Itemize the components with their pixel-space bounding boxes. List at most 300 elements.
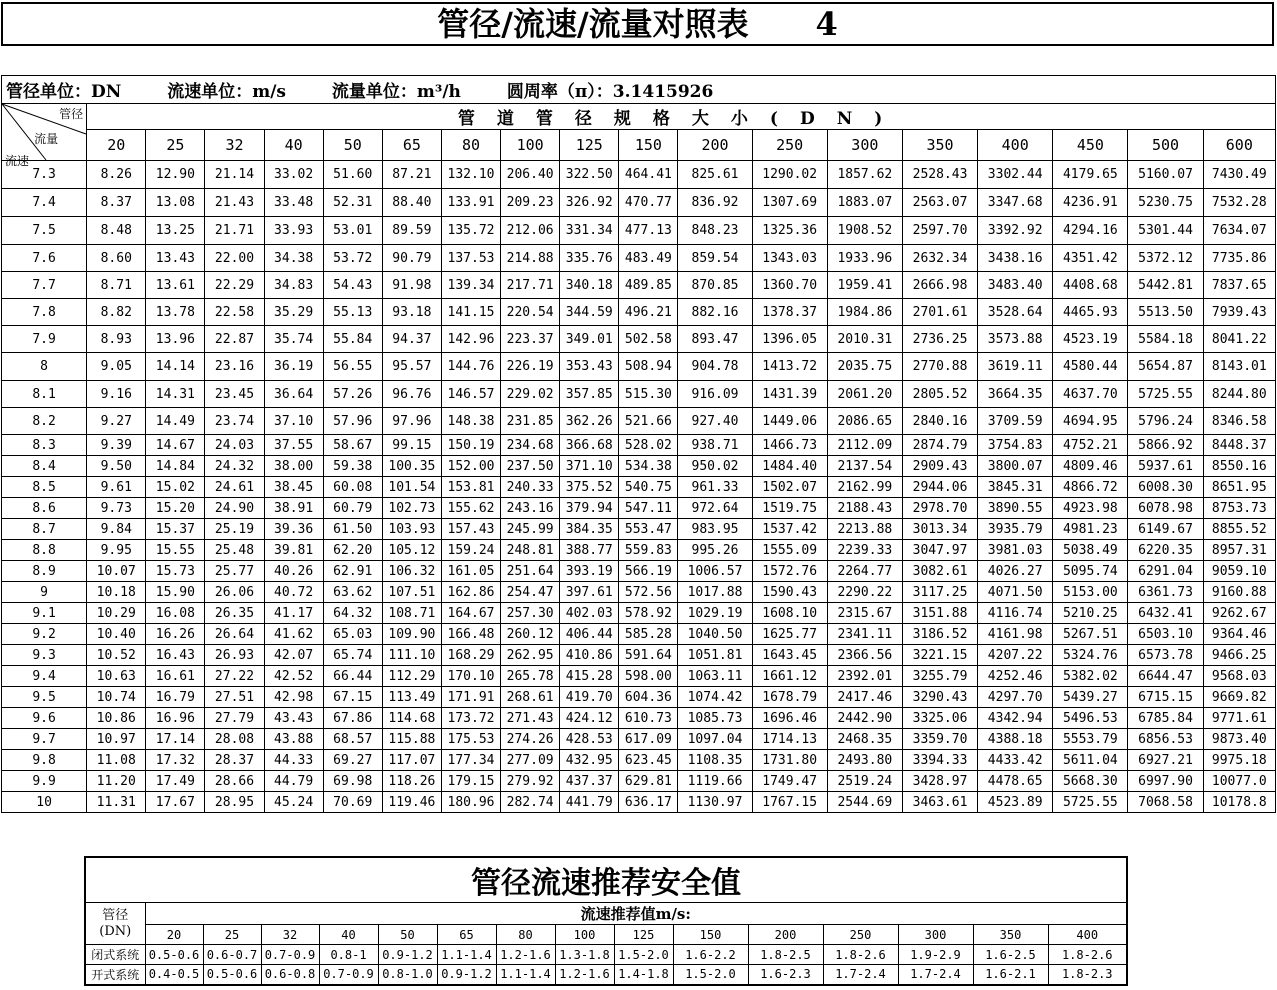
flow-cell: 3619.11 — [978, 353, 1053, 381]
safety-title: 管径流速推荐安全值 — [85, 857, 1127, 903]
flow-cell: 5095.74 — [1053, 561, 1128, 582]
flow-cell: 9975.18 — [1203, 750, 1275, 771]
closed-system-value: 1.8-2.5 — [748, 945, 823, 965]
flow-cell: 3845.31 — [978, 477, 1053, 498]
flow-cell: 983.95 — [678, 519, 752, 540]
velocity-cell: 9.8 — [2, 750, 87, 771]
flow-cell: 2874.79 — [902, 435, 977, 456]
flow-cell: 55.13 — [323, 299, 382, 326]
flow-cell: 521.66 — [619, 408, 678, 435]
flow-cell: 3347.68 — [978, 189, 1053, 217]
flow-cell: 206.40 — [501, 161, 560, 189]
flow-cell: 3151.88 — [902, 603, 977, 624]
flow-cell: 41.62 — [264, 624, 323, 645]
flow-cell: 870.85 — [678, 272, 752, 299]
flow-cell: 5267.51 — [1053, 624, 1128, 645]
flow-cell: 836.92 — [678, 189, 752, 217]
dn-header-cell: 450 — [1053, 130, 1128, 161]
flow-cell: 109.90 — [382, 624, 441, 645]
safety-dn-cell: 150 — [673, 925, 748, 945]
table-row — [2, 477, 1276, 498]
flow-cell: 604.36 — [619, 687, 678, 708]
flow-cell: 67.86 — [323, 708, 382, 729]
flow-cell: 6927.21 — [1128, 750, 1203, 771]
flow-cell: 220.54 — [501, 299, 560, 326]
flow-cell: 44.79 — [264, 771, 323, 792]
flow-cell: 15.20 — [146, 498, 205, 519]
flow-cell: 3392.92 — [978, 217, 1053, 245]
flow-cell: 859.54 — [678, 245, 752, 272]
flow-cell: 152.00 — [441, 456, 500, 477]
flow-cell: 1029.19 — [678, 603, 752, 624]
velocity-cell: 8.7 — [2, 519, 87, 540]
velocity-cell: 9.9 — [2, 771, 87, 792]
flow-cell: 8.93 — [87, 326, 146, 353]
flow-cell: 55.84 — [323, 326, 382, 353]
flow-cell: 11.20 — [87, 771, 146, 792]
flow-cell: 331.34 — [560, 217, 619, 245]
flow-cell: 1502.07 — [752, 477, 827, 498]
flow-cell: 248.81 — [501, 540, 560, 561]
flow-cell: 226.19 — [501, 353, 560, 381]
flow-cell: 4637.70 — [1053, 381, 1128, 408]
flow-cell: 24.03 — [205, 435, 264, 456]
table-row — [2, 666, 1276, 687]
flow-cell: 2112.09 — [827, 435, 902, 456]
flow-cell: 28.95 — [205, 792, 264, 813]
flow-cell: 17.67 — [146, 792, 205, 813]
flow-cell: 262.95 — [501, 645, 560, 666]
closed-system-value: 0.8-1 — [319, 945, 378, 965]
table-row — [2, 161, 1276, 189]
flow-cell: 1590.43 — [752, 582, 827, 603]
safety-dn-cell: 65 — [437, 925, 496, 945]
flow-cell: 15.55 — [146, 540, 205, 561]
flow-cell: 566.19 — [619, 561, 678, 582]
flow-cell: 113.49 — [382, 687, 441, 708]
flow-cell: 26.06 — [205, 582, 264, 603]
flow-cell: 496.21 — [619, 299, 678, 326]
open-system-value: 0.9-1.2 — [437, 965, 496, 985]
flow-cell: 8.37 — [87, 189, 146, 217]
safety-dn-cell: 100 — [555, 925, 614, 945]
flow-cell: 5439.27 — [1053, 687, 1128, 708]
open-system-value: 1.6-2.1 — [973, 965, 1048, 985]
table-row — [2, 708, 1276, 729]
flow-cell: 87.21 — [382, 161, 441, 189]
flow-cell: 397.61 — [560, 582, 619, 603]
flow-cell: 34.83 — [264, 272, 323, 299]
flow-cell: 23.45 — [205, 381, 264, 408]
flow-table — [1, 75, 1276, 813]
flow-cell: 170.10 — [441, 666, 500, 687]
flow-cell: 322.50 — [560, 161, 619, 189]
flow-cell: 9.16 — [87, 381, 146, 408]
flow-cell: 26.64 — [205, 624, 264, 645]
flow-cell: 5324.76 — [1053, 645, 1128, 666]
flow-cell: 8346.58 — [1203, 408, 1275, 435]
velocity-cell: 7.8 — [2, 299, 87, 326]
flow-cell: 24.61 — [205, 477, 264, 498]
safety-dn-cell: 350 — [973, 925, 1048, 945]
table-row — [2, 687, 1276, 708]
flow-cell: 89.59 — [382, 217, 441, 245]
flow-cell: 9.05 — [87, 353, 146, 381]
flow-cell: 410.86 — [560, 645, 619, 666]
flow-cell: 117.07 — [382, 750, 441, 771]
flow-cell: 4351.42 — [1053, 245, 1128, 272]
flow-cell: 6008.30 — [1128, 477, 1203, 498]
safety-pipe-label: 管径 — [102, 907, 129, 923]
flow-cell: 4866.72 — [1053, 477, 1128, 498]
velocity-cell: 8.5 — [2, 477, 87, 498]
flow-cell: 1714.13 — [752, 729, 827, 750]
flow-cell: 5937.61 — [1128, 456, 1203, 477]
flow-cell: 25.48 — [205, 540, 264, 561]
flow-cell: 6361.73 — [1128, 582, 1203, 603]
flow-cell: 5584.18 — [1128, 326, 1203, 353]
flow-cell: 37.10 — [264, 408, 323, 435]
flow-cell: 375.52 — [560, 477, 619, 498]
diag-velocity-label: 流速 — [5, 154, 30, 168]
flow-cell: 8041.22 — [1203, 326, 1275, 353]
flow-cell: 7735.86 — [1203, 245, 1275, 272]
flow-cell: 1519.75 — [752, 498, 827, 519]
velocity-cell: 8 — [2, 353, 87, 381]
velocity-cell: 7.4 — [2, 189, 87, 217]
flow-cell: 57.96 — [323, 408, 382, 435]
flow-cell: 240.33 — [501, 477, 560, 498]
flow-cell: 1484.40 — [752, 456, 827, 477]
flow-cell: 6432.41 — [1128, 603, 1203, 624]
velocity-cell: 9.1 — [2, 603, 87, 624]
flow-cell: 90.79 — [382, 245, 441, 272]
flow-cell: 150.19 — [441, 435, 500, 456]
flow-cell: 5210.25 — [1053, 603, 1128, 624]
table-row — [2, 498, 1276, 519]
velocity-cell: 8.3 — [2, 435, 87, 456]
flow-cell: 1984.86 — [827, 299, 902, 326]
flow-cell: 161.05 — [441, 561, 500, 582]
flow-cell: 53.01 — [323, 217, 382, 245]
flow-cell: 3754.83 — [978, 435, 1053, 456]
flow-cell: 133.91 — [441, 189, 500, 217]
flow-cell: 1006.57 — [678, 561, 752, 582]
flow-cell: 2805.52 — [902, 381, 977, 408]
flow-cell: 96.76 — [382, 381, 441, 408]
table-row — [2, 435, 1276, 456]
flow-cell: 173.72 — [441, 708, 500, 729]
open-system-value: 0.6-0.8 — [261, 965, 319, 985]
flow-cell: 1097.04 — [678, 729, 752, 750]
flow-cell: 2468.35 — [827, 729, 902, 750]
dn-header-cell: 150 — [619, 130, 678, 161]
flow-cell: 572.56 — [619, 582, 678, 603]
flow-cell: 17.14 — [146, 729, 205, 750]
flow-cell: 419.70 — [560, 687, 619, 708]
flow-cell: 10077.0 — [1203, 771, 1275, 792]
flow-cell: 157.43 — [441, 519, 500, 540]
flow-cell: 1661.12 — [752, 666, 827, 687]
flow-cell: 9466.25 — [1203, 645, 1275, 666]
safety-pipe-header — [85, 903, 145, 945]
flow-cell: 103.93 — [382, 519, 441, 540]
flow-cell: 2264.77 — [827, 561, 902, 582]
flow-cell: 1696.46 — [752, 708, 827, 729]
safety-dn-cell: 300 — [898, 925, 973, 945]
flow-cell: 8.48 — [87, 217, 146, 245]
flow-cell: 4694.95 — [1053, 408, 1128, 435]
flow-cell: 2239.33 — [827, 540, 902, 561]
velocity-cell: 9.3 — [2, 645, 87, 666]
flow-cell: 70.69 — [323, 792, 382, 813]
closed-system-label: 闭式系统 — [85, 945, 145, 965]
recommend-header: 流速推荐值m/s: — [145, 903, 1127, 925]
flow-cell: 10.63 — [87, 666, 146, 687]
flow-cell: 1396.05 — [752, 326, 827, 353]
flow-cell: 916.09 — [678, 381, 752, 408]
flow-cell: 38.00 — [264, 456, 323, 477]
flow-cell: 5553.79 — [1053, 729, 1128, 750]
flow-cell: 3428.97 — [902, 771, 977, 792]
flow-cell: 402.03 — [560, 603, 619, 624]
table-row — [2, 624, 1276, 645]
flow-cell: 265.78 — [501, 666, 560, 687]
flow-cell: 9.39 — [87, 435, 146, 456]
flow-cell: 534.38 — [619, 456, 678, 477]
flow-cell: 8.26 — [87, 161, 146, 189]
flow-cell: 4433.42 — [978, 750, 1053, 771]
flow-cell: 10.18 — [87, 582, 146, 603]
velocity-cell: 9 — [2, 582, 87, 603]
flow-cell: 393.19 — [560, 561, 619, 582]
table-row — [2, 245, 1276, 272]
flow-cell: 33.48 — [264, 189, 323, 217]
flow-cell: 15.73 — [146, 561, 205, 582]
flow-cell: 489.85 — [619, 272, 678, 299]
flow-cell: 1413.72 — [752, 353, 827, 381]
flow-cell: 5611.04 — [1053, 750, 1128, 771]
flow-cell: 326.92 — [560, 189, 619, 217]
flow-cell: 8143.01 — [1203, 353, 1275, 381]
table-row — [2, 272, 1276, 299]
flow-cell: 15.90 — [146, 582, 205, 603]
flow-cell: 93.18 — [382, 299, 441, 326]
flow-cell: 4478.65 — [978, 771, 1053, 792]
flow-cell: 9771.61 — [1203, 708, 1275, 729]
flow-cell: 1643.45 — [752, 645, 827, 666]
flow-cell: 38.91 — [264, 498, 323, 519]
flow-cell: 132.10 — [441, 161, 500, 189]
flow-cell: 366.68 — [560, 435, 619, 456]
flow-cell: 340.18 — [560, 272, 619, 299]
flow-cell: 164.67 — [441, 603, 500, 624]
flow-cell: 1108.35 — [678, 750, 752, 771]
flow-cell: 177.34 — [441, 750, 500, 771]
flow-cell: 4809.46 — [1053, 456, 1128, 477]
flow-cell: 4752.21 — [1053, 435, 1128, 456]
safety-dn-cell: 32 — [261, 925, 319, 945]
flow-cell: 6220.35 — [1128, 540, 1203, 561]
table-row — [2, 771, 1276, 792]
flow-cell: 344.59 — [560, 299, 619, 326]
flow-cell: 39.36 — [264, 519, 323, 540]
flow-cell: 388.77 — [560, 540, 619, 561]
closed-system-value: 1.6-2.2 — [673, 945, 748, 965]
flow-cell: 7939.43 — [1203, 299, 1275, 326]
velocity-cell: 7.6 — [2, 245, 87, 272]
flow-cell: 65.03 — [323, 624, 382, 645]
flow-cell: 3221.15 — [902, 645, 977, 666]
flow-cell: 139.34 — [441, 272, 500, 299]
flow-cell: 69.27 — [323, 750, 382, 771]
flow-cell: 2736.25 — [902, 326, 977, 353]
open-system-value: 0.7-0.9 — [319, 965, 378, 985]
flow-cell: 15.02 — [146, 477, 205, 498]
closed-system-value: 1.2-1.6 — [496, 945, 555, 965]
flow-cell: 5160.07 — [1128, 161, 1203, 189]
flow-cell: 2035.75 — [827, 353, 902, 381]
flow-cell: 13.61 — [146, 272, 205, 299]
flow-cell: 3800.07 — [978, 456, 1053, 477]
flow-cell: 162.86 — [441, 582, 500, 603]
flow-cell: 3394.33 — [902, 750, 977, 771]
flow-cell: 3890.55 — [978, 498, 1053, 519]
flow-cell: 4179.65 — [1053, 161, 1128, 189]
flow-cell: 335.76 — [560, 245, 619, 272]
flow-cell: 1119.66 — [678, 771, 752, 792]
flow-cell: 5382.02 — [1053, 666, 1128, 687]
open-system-value: 1.7-2.4 — [823, 965, 898, 985]
flow-cell: 61.50 — [323, 519, 382, 540]
dn-header-cell: 32 — [205, 130, 264, 161]
velocity-cell: 9.7 — [2, 729, 87, 750]
flow-cell: 4294.16 — [1053, 217, 1128, 245]
flow-cell: 166.48 — [441, 624, 500, 645]
safety-dn-cell: 200 — [748, 925, 823, 945]
flow-cell: 2341.11 — [827, 624, 902, 645]
flow-cell: 8957.31 — [1203, 540, 1275, 561]
flow-cell: 62.20 — [323, 540, 382, 561]
flow-cell: 12.90 — [146, 161, 205, 189]
flow-cell: 950.02 — [678, 456, 752, 477]
flow-cell: 432.95 — [560, 750, 619, 771]
dn-header-cell: 40 — [264, 130, 323, 161]
flow-cell: 3981.03 — [978, 540, 1053, 561]
flow-cell: 52.31 — [323, 189, 382, 217]
flow-cell: 26.35 — [205, 603, 264, 624]
flow-cell: 1625.77 — [752, 624, 827, 645]
table-row — [2, 519, 1276, 540]
flow-cell: 8.82 — [87, 299, 146, 326]
flow-cell: 10.29 — [87, 603, 146, 624]
flow-cell: 8753.73 — [1203, 498, 1275, 519]
flow-cell: 4388.18 — [978, 729, 1053, 750]
safety-pipe-unit: (DN) — [99, 923, 132, 939]
flow-cell: 33.93 — [264, 217, 323, 245]
flow-cell: 379.94 — [560, 498, 619, 519]
diag-pipe-label: 管径 — [59, 107, 84, 121]
flow-cell: 217.71 — [501, 272, 560, 299]
flow-cell: 268.61 — [501, 687, 560, 708]
flow-unit-label: 流量单位：m³/h — [331, 82, 461, 102]
flow-cell: 16.61 — [146, 666, 205, 687]
flow-cell: 4236.91 — [1053, 189, 1128, 217]
flow-cell: 137.53 — [441, 245, 500, 272]
flow-cell: 4408.68 — [1053, 272, 1128, 299]
flow-cell: 97.96 — [382, 408, 441, 435]
flow-cell: 13.25 — [146, 217, 205, 245]
closed-system-value: 0.9-1.2 — [378, 945, 437, 965]
closed-system-value: 1.6-2.5 — [973, 945, 1048, 965]
flow-cell: 8244.80 — [1203, 381, 1275, 408]
flow-cell: 1883.07 — [827, 189, 902, 217]
flow-cell: 9873.40 — [1203, 729, 1275, 750]
table-row — [2, 408, 1276, 435]
flow-cell: 2010.31 — [827, 326, 902, 353]
flow-cell: 1307.69 — [752, 189, 827, 217]
flow-cell: 101.54 — [382, 477, 441, 498]
flow-cell: 559.83 — [619, 540, 678, 561]
flow-cell: 223.37 — [501, 326, 560, 353]
flow-cell: 25.77 — [205, 561, 264, 582]
flow-cell: 10.97 — [87, 729, 146, 750]
flow-cell: 22.58 — [205, 299, 264, 326]
flow-cell: 209.23 — [501, 189, 560, 217]
flow-cell: 5038.49 — [1053, 540, 1128, 561]
velocity-unit-label: 流速单位：m/s — [167, 82, 286, 102]
safety-dn-cell: 20 — [145, 925, 203, 945]
flow-cell: 357.85 — [560, 381, 619, 408]
flow-cell: 7837.65 — [1203, 272, 1275, 299]
flow-cell: 9.73 — [87, 498, 146, 519]
open-system-value: 1.7-2.4 — [898, 965, 973, 985]
flow-cell: 9.61 — [87, 477, 146, 498]
flow-cell: 4923.98 — [1053, 498, 1128, 519]
flow-cell: 502.58 — [619, 326, 678, 353]
flow-cell: 102.73 — [382, 498, 441, 519]
flow-cell: 3290.43 — [902, 687, 977, 708]
flow-cell: 3359.70 — [902, 729, 977, 750]
flow-cell: 3013.34 — [902, 519, 977, 540]
table-row — [2, 729, 1276, 750]
flow-cell: 23.74 — [205, 408, 264, 435]
flow-cell: 5301.44 — [1128, 217, 1203, 245]
flow-cell: 3117.25 — [902, 582, 977, 603]
dn-header-cell: 125 — [560, 130, 619, 161]
flow-cell: 2632.34 — [902, 245, 977, 272]
flow-cell: 27.22 — [205, 666, 264, 687]
flow-cell: 5513.50 — [1128, 299, 1203, 326]
flow-cell: 22.87 — [205, 326, 264, 353]
flow-cell: 1731.80 — [752, 750, 827, 771]
dn-header-cell: 20 — [87, 130, 146, 161]
flow-cell: 4981.23 — [1053, 519, 1128, 540]
units-row — [2, 76, 1276, 104]
flow-cell: 3325.06 — [902, 708, 977, 729]
flow-cell: 2162.99 — [827, 477, 902, 498]
flow-cell: 1678.79 — [752, 687, 827, 708]
flow-cell: 3709.59 — [978, 408, 1053, 435]
flow-cell: 237.50 — [501, 456, 560, 477]
open-system-value: 1.5-2.0 — [673, 965, 748, 985]
flow-cell: 882.16 — [678, 299, 752, 326]
dn-header-cell: 400 — [978, 130, 1053, 161]
flow-cell: 636.17 — [619, 792, 678, 813]
flow-cell: 25.19 — [205, 519, 264, 540]
flow-cell: 4161.98 — [978, 624, 1053, 645]
open-system-value: 1.8-2.3 — [1048, 965, 1127, 985]
